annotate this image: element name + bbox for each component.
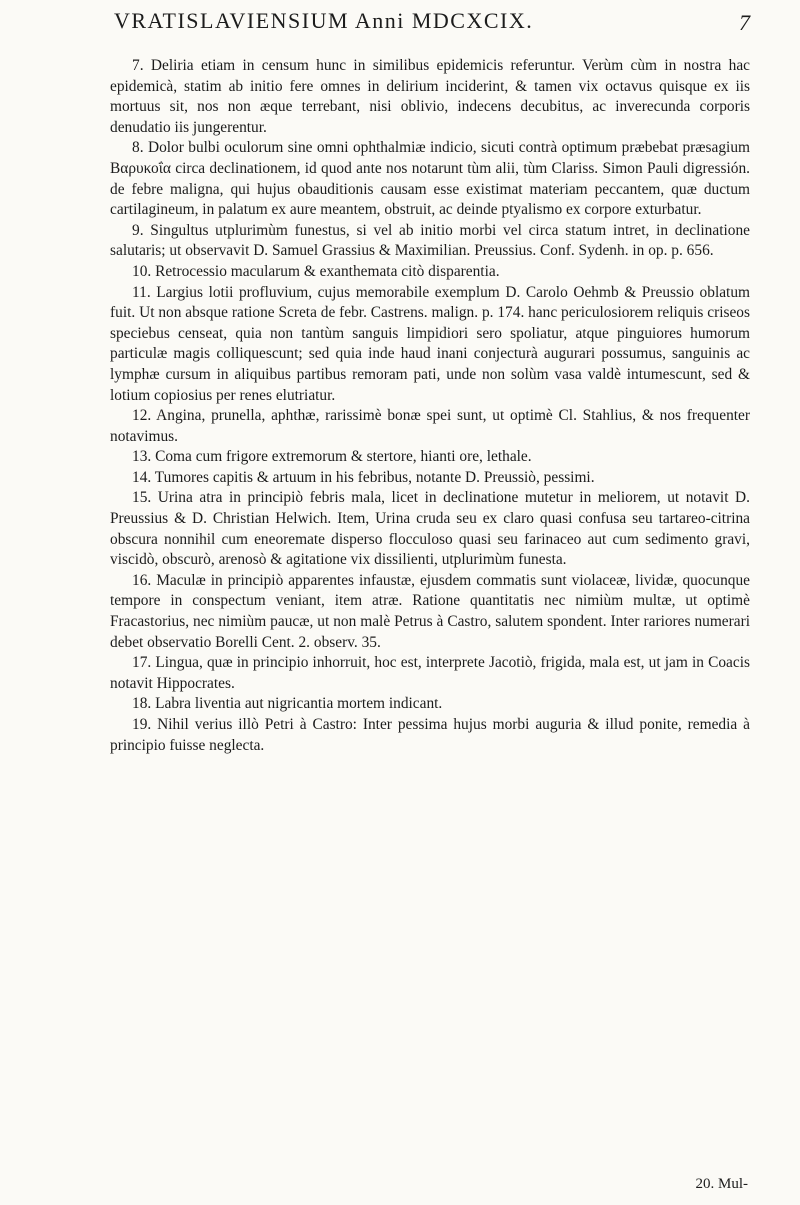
paragraph-16: 16. Maculæ in principiò apparentes infaustæ, ejusdem commatis sunt violaceæ, lividæ, quocunque tempore in conspectum veniant, item atræ. Ratione quantitatis nec nimiùm multæ, ut optimè Fracastorius, nec nimiùm paucæ, ut non malè Petrus à Castro, salutem spondent. Inter rariores numerari debet observatio Borelli Cent. 2. observ. 35. [110, 571, 750, 651]
page-header [60, 8, 750, 48]
paragraph-13: 13. Coma cum frigore extremorum & stertore, hianti ore, lethale. [132, 448, 532, 466]
paragraph-17: 17. Lingua, quæ in principio inhorruit, hoc est, interprete Jacotiò, frigida, mala est, ut jam in Coacis notavit Hippocrates. [110, 654, 750, 692]
paragraph-19: 19. Nihil verius illò Petri à Castro: Inter pessima hujus morbi auguria & illud ponite, remedia à principio fuisse neglecta. [110, 716, 750, 754]
paragraph-7: 7. Deliria etiam in censum hunc in similibus epidemicis referuntur. Verùm cùm in nostra hac epidemicà, statim ab initio fere omnes in delirium inciderint, & tamen vix octavus quisque ex iis mortuus sit, nos non æque terrebant, nisi oblivio, indecens decubitus, ac inverecunda corporis denudatio iis jungerentur. [110, 57, 750, 136]
paragraph-14: 14. Tumores capitis & artuum in his febribus, notante D. Preussiò, pessimi. [132, 468, 595, 486]
paragraph-18: 18. Labra liventia aut nigricantia mortem indicant. [132, 695, 443, 713]
paragraph-12: 12. Angina, prunella, aphthæ, rarissimè bonæ spei sunt, ut optimè Cl. Stahlius, & nos frequenter notavimus. [110, 407, 750, 445]
catchword: 20. Mul- [695, 1176, 748, 1192]
running-head: VRATISLAVIENSIUM Anni MDCXCIX. [114, 8, 534, 33]
paragraph-9: 9. Singultus utplurimùm funestus, si vel ab initio morbi vel circa statum intret, in declinatione salutaris; ut observavit D. Samuel Grassius & Maximilian. Preussius. Conf. Sydenh. in op. p. 656. [110, 221, 750, 260]
body-text [110, 56, 750, 756]
paragraph-15: 15. Urina atra in principiò febris mala, licet in declinatione mutetur in meliorem, ut notavit D. Preussius & D. Christian Helwich. Item, Urina cruda seu ex claro quasi confusa seu tartareo-citrina obscura nonnihil cum eneoremate disperso flocculoso quasi seu farinaceo aut cum sedimento gravi, viscidò, obscurò, arenosò & agitatione vix dissilienti, utplurimùm funesta. [110, 489, 750, 569]
page-number: 7 [739, 10, 750, 35]
paragraph-8: 8. Dolor bulbi oculorum sine omni ophthalmiæ indicio, sicuti contrà optimum præbebat præsagium Βαρυκοΐα circa declinationem, id quod ante nos notarunt tùm alii, tùm Clariss. Simon Pauli digressión. de febre maligna, qui hujus obauditionis causam esse existimat materiam peccantem, quæ ductum cartilagineum, in palatum ex aure meantem, obstruit, ac deinde ptyalismo ex corpore exturbatur. [110, 139, 750, 219]
paragraph-11: 11. Largius lotii profluvium, cujus memorabile exemplum D. Carolo Oehmb & Preussio oblatum fuit. Ut non absque ratione Screta de febr. Castrens. malign. p. 174. hanc periculosiorem reliquis criseos speciebus censeat, quia non tantùm sanguis limpidiori sero spoliatur, atque pinguiores humorum particulæ magis colliquescunt; sed quia inde haud inani conjecturà augurari possumus, sanguinis ac lymphæ cursum in aliquibus partibus remoram pati, unde non solùm vasa valdè intumescunt, sed & lotium copiosius per renes elutriatur. [110, 283, 750, 404]
paragraph-10: 10. Retrocessio macularum & exanthemata citò disparentia. [132, 262, 500, 280]
